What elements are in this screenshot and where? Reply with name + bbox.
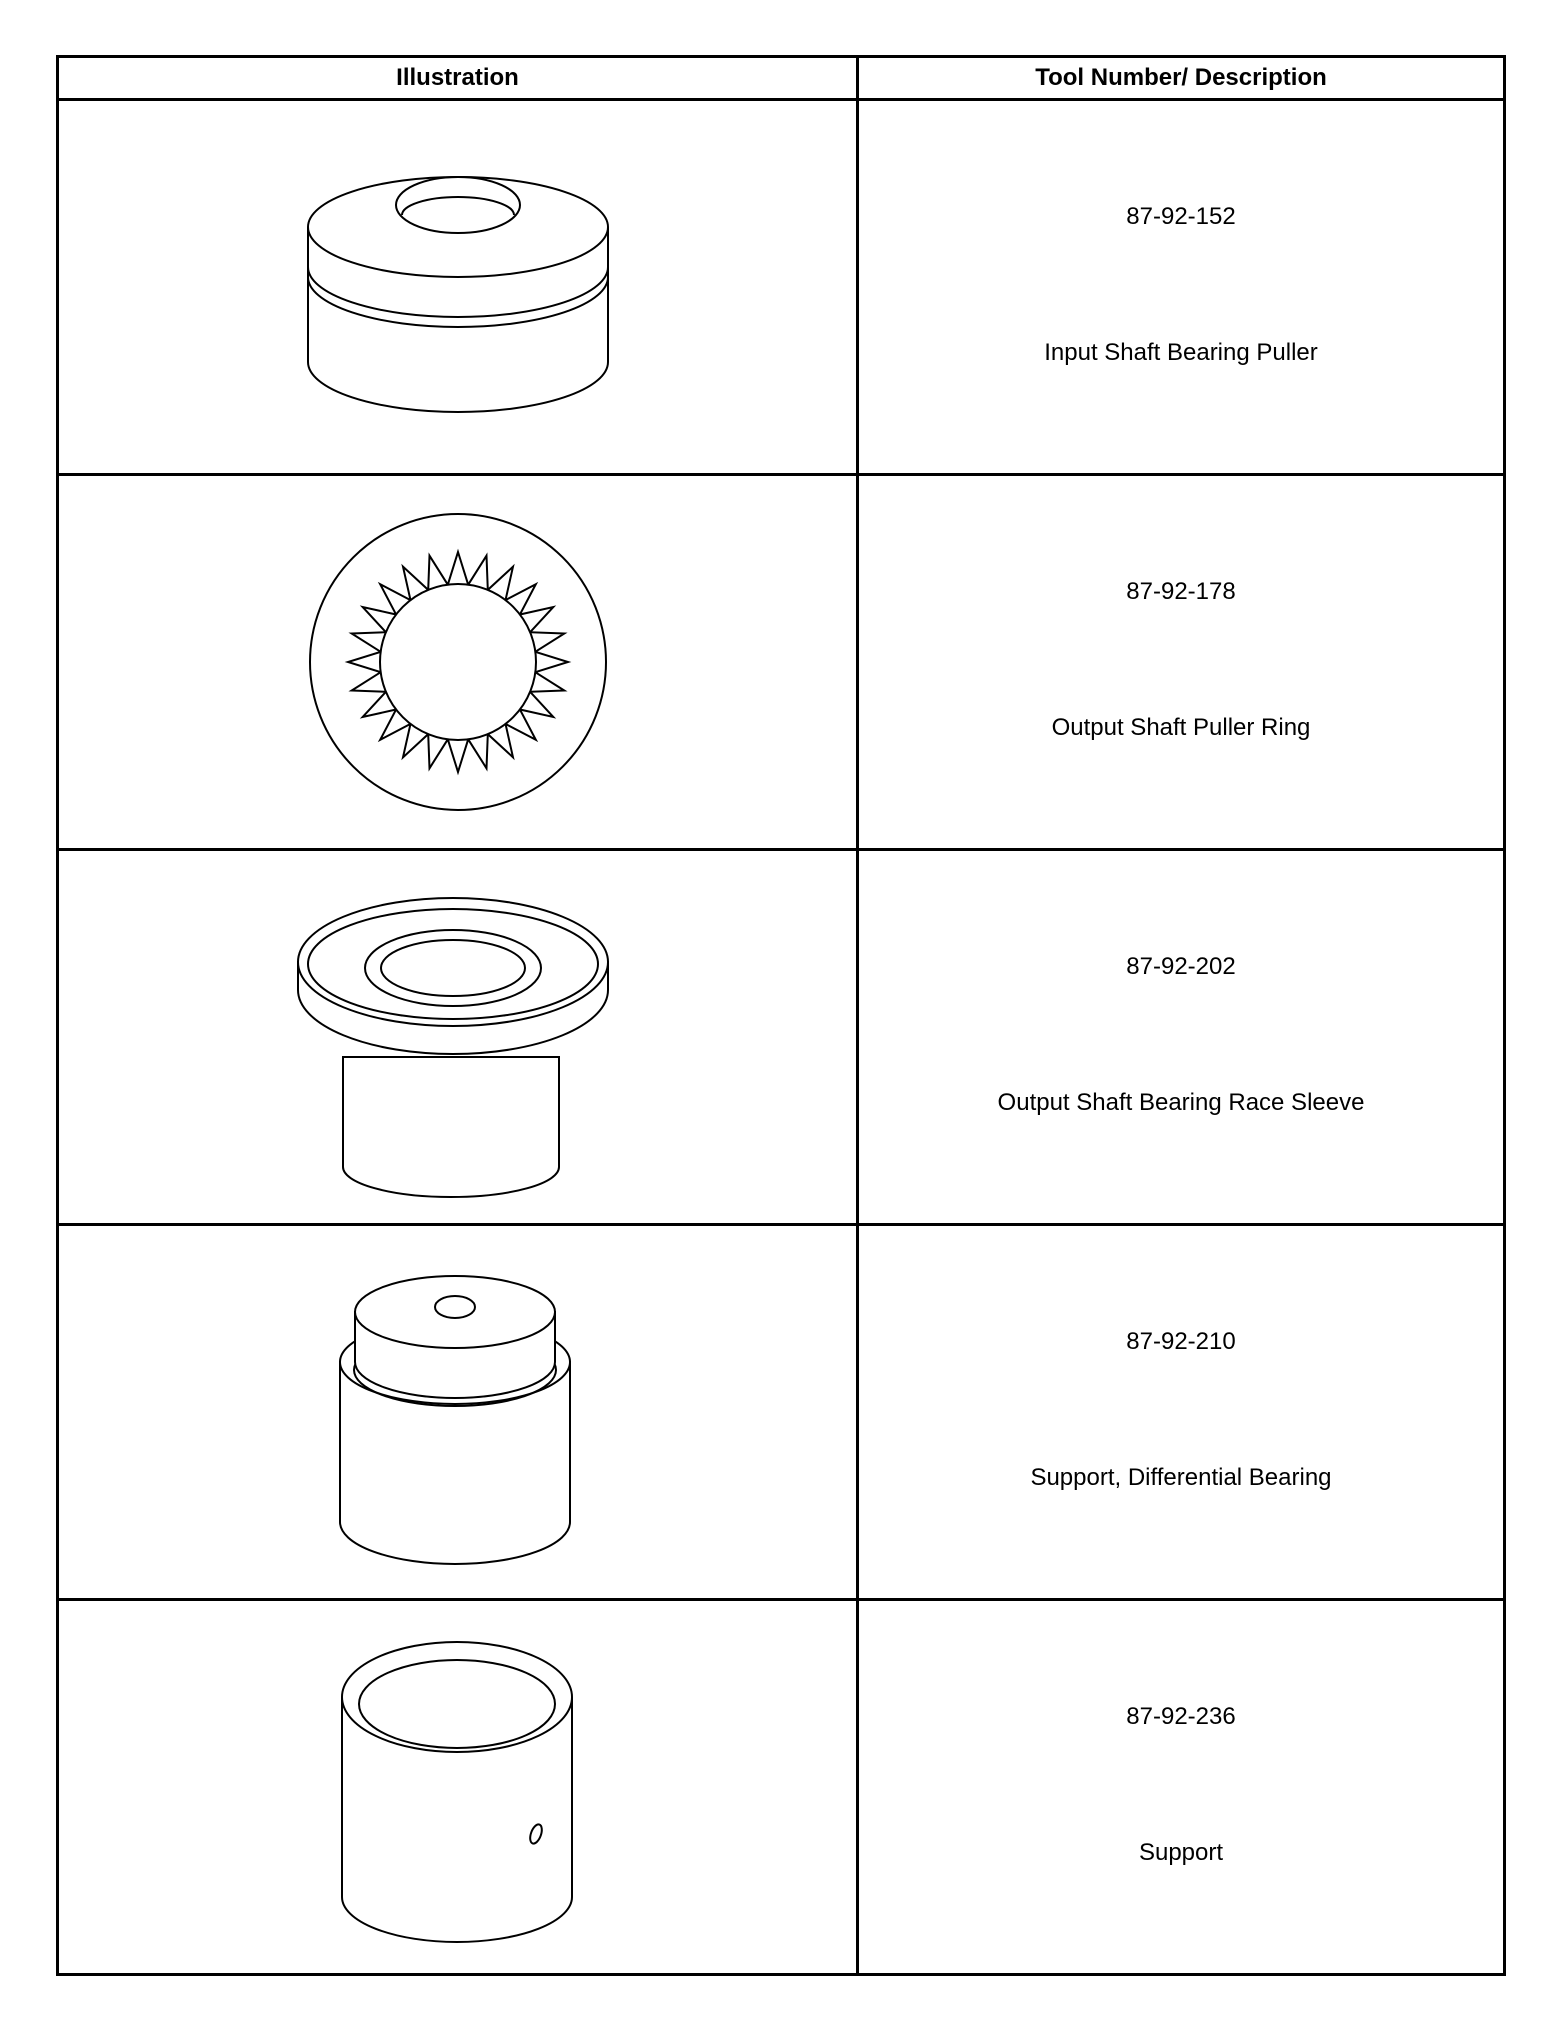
illustration-cell (58, 475, 858, 850)
support-illustration (333, 1622, 583, 1952)
header-tool-number-description: Tool Number/ Description (858, 57, 1505, 100)
differential-bearing-support-illustration (333, 1252, 583, 1572)
tool-description: Support (1138, 1839, 1224, 1866)
puller-ring-illustration (303, 507, 613, 817)
table-row (58, 100, 1505, 475)
race-sleeve-illustration (293, 872, 623, 1202)
tools-table (56, 55, 1506, 1976)
header-row (58, 57, 1505, 100)
illustration-cell (58, 1225, 858, 1600)
table-row (58, 475, 1505, 850)
tool-description-cell (858, 1225, 1505, 1600)
tool-number: 87-92-152 (1126, 203, 1236, 230)
tool-number: 87-92-236 (1126, 1703, 1236, 1730)
illustration-cell (58, 1600, 858, 1975)
bearing-puller-illustration (298, 147, 618, 427)
tool-description: Output Shaft Bearing Race Sleeve (997, 1089, 1365, 1116)
tool-description: Output Shaft Puller Ring (1051, 714, 1311, 741)
tool-description-cell (858, 1600, 1505, 1975)
illustration-cell (58, 850, 858, 1225)
table-row (58, 1225, 1505, 1600)
tool-description-cell (858, 475, 1505, 850)
tool-description-cell (858, 100, 1505, 475)
tool-description: Support, Differential Bearing (1030, 1464, 1332, 1491)
illustration-cell (58, 100, 858, 475)
table-row (58, 850, 1505, 1225)
tool-number: 87-92-202 (1126, 953, 1236, 980)
tool-description-cell (858, 850, 1505, 1225)
tool-description: Input Shaft Bearing Puller (1044, 339, 1318, 366)
table-row (58, 1600, 1505, 1975)
tool-number: 87-92-178 (1126, 578, 1236, 605)
tool-number: 87-92-210 (1126, 1328, 1236, 1355)
header-illustration: Illustration (58, 57, 858, 100)
